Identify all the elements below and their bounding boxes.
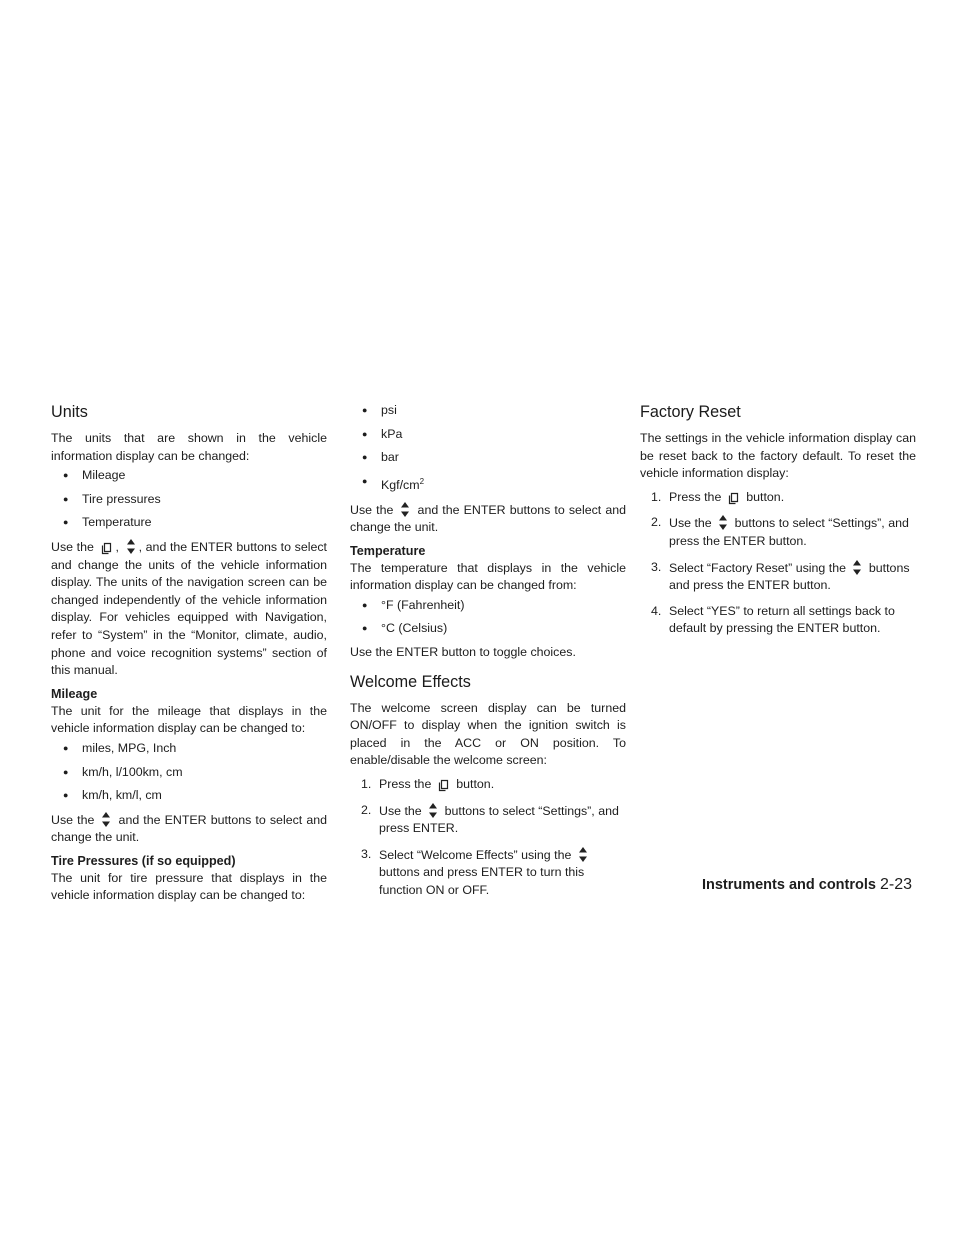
text-fragment: button. <box>456 777 495 792</box>
text-fragment: buttons to select “Settings”, and press the ENTER button. <box>669 516 909 548</box>
up-down-arrows-icon <box>400 501 410 518</box>
list-item <box>640 559 916 595</box>
tire-pressures-list <box>350 402 626 495</box>
text-fragment: Select “Welcome Effects” using the <box>379 847 572 862</box>
text-fragment: buttons and press the ENTER button. <box>669 560 910 593</box>
text-fragment: buttons and press ENTER to turn this function ON or OFF. <box>379 865 585 897</box>
up-down-arrows-icon <box>101 811 111 828</box>
text-fragment: Use the <box>51 812 95 827</box>
text-fragment: Press the <box>379 777 432 792</box>
text-fragment: , <box>115 539 119 554</box>
units-heading: Units <box>51 403 88 421</box>
welcome-effects-heading: Welcome Effects <box>350 672 471 691</box>
text-fragment: , and the ENTER buttons to select and change the units of the vehicle information display. The units of the navigation screen can be changed independently of the vehicle information display. For vehicles equipped with Navigation, refer to “System” in the “Monitor, climate, audio, phone and voice recognition systems” section of this manual. <box>51 539 327 678</box>
factory-reset-intro: The settings in the vehicle information display can be reset back to the factory default. To reset the vehicle information display: <box>640 431 916 481</box>
step-number: 2. <box>361 802 372 817</box>
text-fragment: Press the <box>669 489 722 504</box>
text-fragment: Use the <box>379 803 422 818</box>
up-down-arrows-icon <box>126 538 136 555</box>
display-mode-icon <box>101 542 113 555</box>
tire-pressures-heading: Tire Pressures (if so equipped) <box>51 853 236 868</box>
text-fragment: button. <box>746 489 785 504</box>
temperature-heading: Temperature <box>350 543 426 558</box>
step-number: 2. <box>651 515 662 530</box>
column-right <box>640 402 916 646</box>
step-number: 3. <box>651 559 662 574</box>
up-down-arrows-icon <box>852 559 862 576</box>
mileage-heading: Mileage <box>51 686 98 701</box>
column-left <box>51 402 327 911</box>
step-number: 1. <box>361 777 372 792</box>
page-footer <box>702 876 912 894</box>
units-instructions <box>51 538 327 680</box>
list-item: ● °F (Fahrenheit) <box>350 597 626 615</box>
factory-reset-heading: Factory Reset <box>640 403 741 421</box>
mileage-list <box>51 740 327 805</box>
list-item <box>350 846 626 900</box>
text-fragment: Use the <box>350 502 394 517</box>
list-item <box>350 776 626 794</box>
list-item <box>350 473 626 495</box>
temperature-list <box>350 597 626 638</box>
list-item <box>640 514 916 550</box>
text-fragment: and the ENTER buttons to select and change the unit. <box>51 812 327 845</box>
display-mode-icon <box>438 779 450 792</box>
up-down-arrows-icon <box>718 514 728 531</box>
list-item: ● miles, MPG, Inch <box>51 740 327 758</box>
units-list <box>51 467 327 532</box>
text-fragment: Select “Factory Reset” using the <box>669 560 846 575</box>
list-item: ● Temperature <box>51 514 327 532</box>
unit-text: Kgf/cm <box>381 477 420 492</box>
tire-pressures-intro: The unit for tire pressure that displays in the vehicle information display can be changed to: <box>51 870 327 903</box>
superscript: 2 <box>419 476 425 486</box>
list-item: ● bar <box>350 449 626 467</box>
temperature-toggle-note: Use the ENTER button to toggle choices. <box>350 645 576 660</box>
page-number: 2-23 <box>879 876 912 893</box>
list-item <box>640 489 916 507</box>
text-fragment: buttons to select “Settings”, and press ENTER. <box>379 803 619 836</box>
units-intro: The units that are shown in the vehicle information display can be changed: <box>51 431 327 463</box>
section-name: Instruments and controls <box>701 877 876 893</box>
tire-pressures-instructions <box>350 501 626 537</box>
list-item <box>350 802 626 838</box>
mileage-instructions <box>51 811 327 847</box>
list-item <box>640 603 916 638</box>
list-item: ● km/h, l/100km, cm <box>51 764 327 782</box>
up-down-arrows-icon <box>578 846 588 863</box>
column-middle <box>350 402 626 908</box>
list-item: ● psi <box>350 402 626 420</box>
welcome-effects-intro: The welcome screen display can be turned ON/OFF to display when the ignition switch is placed in the ACC or ON position. To enable/disable the welcome screen: <box>350 700 626 768</box>
up-down-arrows-icon <box>428 802 438 819</box>
list-item: ● Mileage <box>51 467 327 485</box>
text-fragment: and the ENTER buttons to select and change the unit. <box>350 502 626 535</box>
factory-reset-steps <box>640 489 916 638</box>
list-item: ● kPa <box>350 426 626 444</box>
step-number: 3. <box>361 846 372 861</box>
temperature-intro: The temperature that displays in the vehicle information display can be changed from: <box>350 560 626 593</box>
display-mode-icon <box>728 492 740 505</box>
mileage-intro: The unit for the mileage that displays in the vehicle information display can be changed to: <box>51 703 327 736</box>
welcome-effects-steps <box>350 776 626 900</box>
step-number: 1. <box>651 489 662 504</box>
text-fragment: Use the <box>51 539 94 554</box>
step-number: 4. <box>651 603 662 618</box>
text-fragment: Select “YES” to return all settings back to default by pressing the ENTER button. <box>669 603 895 636</box>
list-item: ● km/h, km/l, cm <box>51 787 327 805</box>
list-item: ● °C (Celsius) <box>350 620 626 638</box>
text-fragment: Use the <box>669 516 712 531</box>
list-item: ● Tire pressures <box>51 491 327 509</box>
